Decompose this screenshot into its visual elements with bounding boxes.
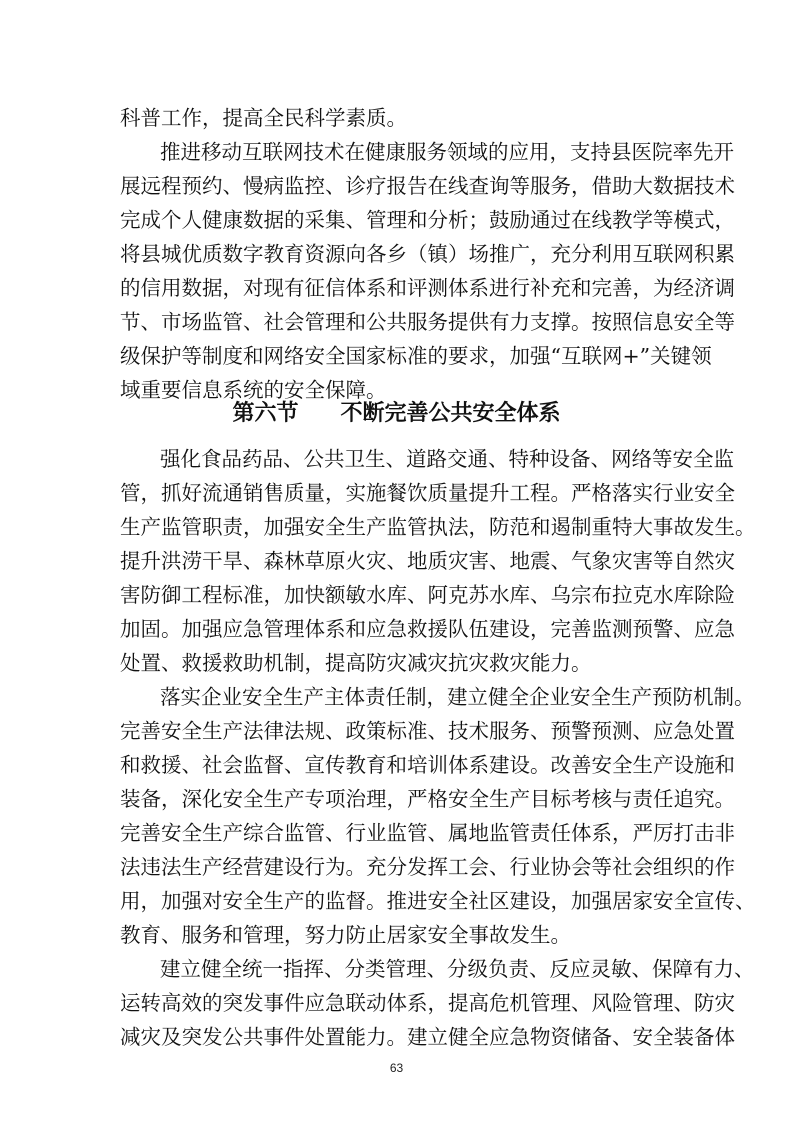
text-line: 落实企业安全生产主体责任制，建立健全企业安全生产预防机制。: [160, 685, 755, 709]
text-line: 展远程预约、慢病监控、诊疗报告在线查询等服务，借助大数据技术: [120, 174, 735, 198]
text-line: 生产监管职责，加强安全生产监管执法，防范和遏制重特大事故发生。: [120, 515, 756, 539]
section-heading: [0, 394, 793, 434]
section-number: 第六节: [232, 401, 299, 426]
text-line: 法违法生产经营建设行为。充分发挥工会、行业协会等社会组织的作: [120, 855, 735, 879]
section-title: 不断完善公共安全体系: [340, 401, 561, 426]
page-number: 63: [389, 1061, 404, 1075]
text-line: 处置、救援救助机制，提高防灾减灾抗灾救灾能力。: [120, 651, 592, 675]
text-line: 强化食品药品、公共卫生、道路交通、特种设备、网络等安全监: [160, 447, 734, 471]
text-line: 推进移动互联网技术在健康服务领域的应用，支持县医院率先开: [160, 140, 734, 164]
text-line: 将县城优质数字教育资源向各乡（镇）场推广，充分利用互联网积累: [120, 242, 735, 266]
text-line: 减灾及突发公共事件处置能力。建立健全应急物资储备、安全装备体: [120, 1025, 735, 1049]
text-line: 的信用数据，对现有征信体系和评测体系进行补充和完善，为经济调: [120, 276, 735, 300]
text-line: 域重要信息系统的安全保障。: [120, 378, 387, 402]
text-line: 害防御工程标准，加快额敏水库、阿克苏水库、乌宗布拉克水库除险: [120, 583, 735, 607]
text-line: 用，加强对安全生产的监督。推进安全社区建设，加强居家安全宣传、: [120, 889, 756, 913]
text-line: 完善安全生产综合监管、行业监管、属地监管责任体系，严厉打击非: [120, 821, 735, 845]
text-line: 运转高效的突发事件应急联动体系，提高危机管理、风险管理、防灾: [120, 991, 735, 1015]
text-line: 和救援、社会监督、宣传教育和培训体系建设。改善安全生产设施和: [120, 753, 735, 777]
text-line: 装备，深化安全生产专项治理，严格安全生产目标考核与责任追究。: [120, 787, 735, 811]
text-line: 管，抓好流通销售质量，实施餐饮质量提升工程。严格落实行业安全: [120, 481, 735, 505]
text-line: 节、市场监管、社会管理和公共服务提供有力支撑。按照信息安全等: [120, 310, 735, 334]
text-line: 科普工作，提高全民科学素质。: [120, 106, 407, 130]
text-line: 建立健全统一指挥、分类管理、分级负责、反应灵敏、保障有力、: [160, 957, 755, 981]
text-line: 级保护等制度和网络安全国家标准的要求，加强“互联网+”关键领: [120, 344, 712, 368]
text-line: 完成个人健康数据的采集、管理和分析；鼓励通过在线教学等模式，: [120, 208, 735, 232]
text-line: 完善安全生产法律法规、政策标准、技术服务、预警预测、应急处置: [120, 719, 735, 743]
text-line: 提升洪涝干旱、森林草原火灾、地质灾害、地震、气象灾害等自然灾: [120, 549, 735, 573]
text-line: 加固。加强应急管理体系和应急救援队伍建设，完善监测预警、应急: [120, 617, 735, 641]
text-line: 教育、服务和管理，努力防止居家安全事故发生。: [120, 923, 571, 947]
